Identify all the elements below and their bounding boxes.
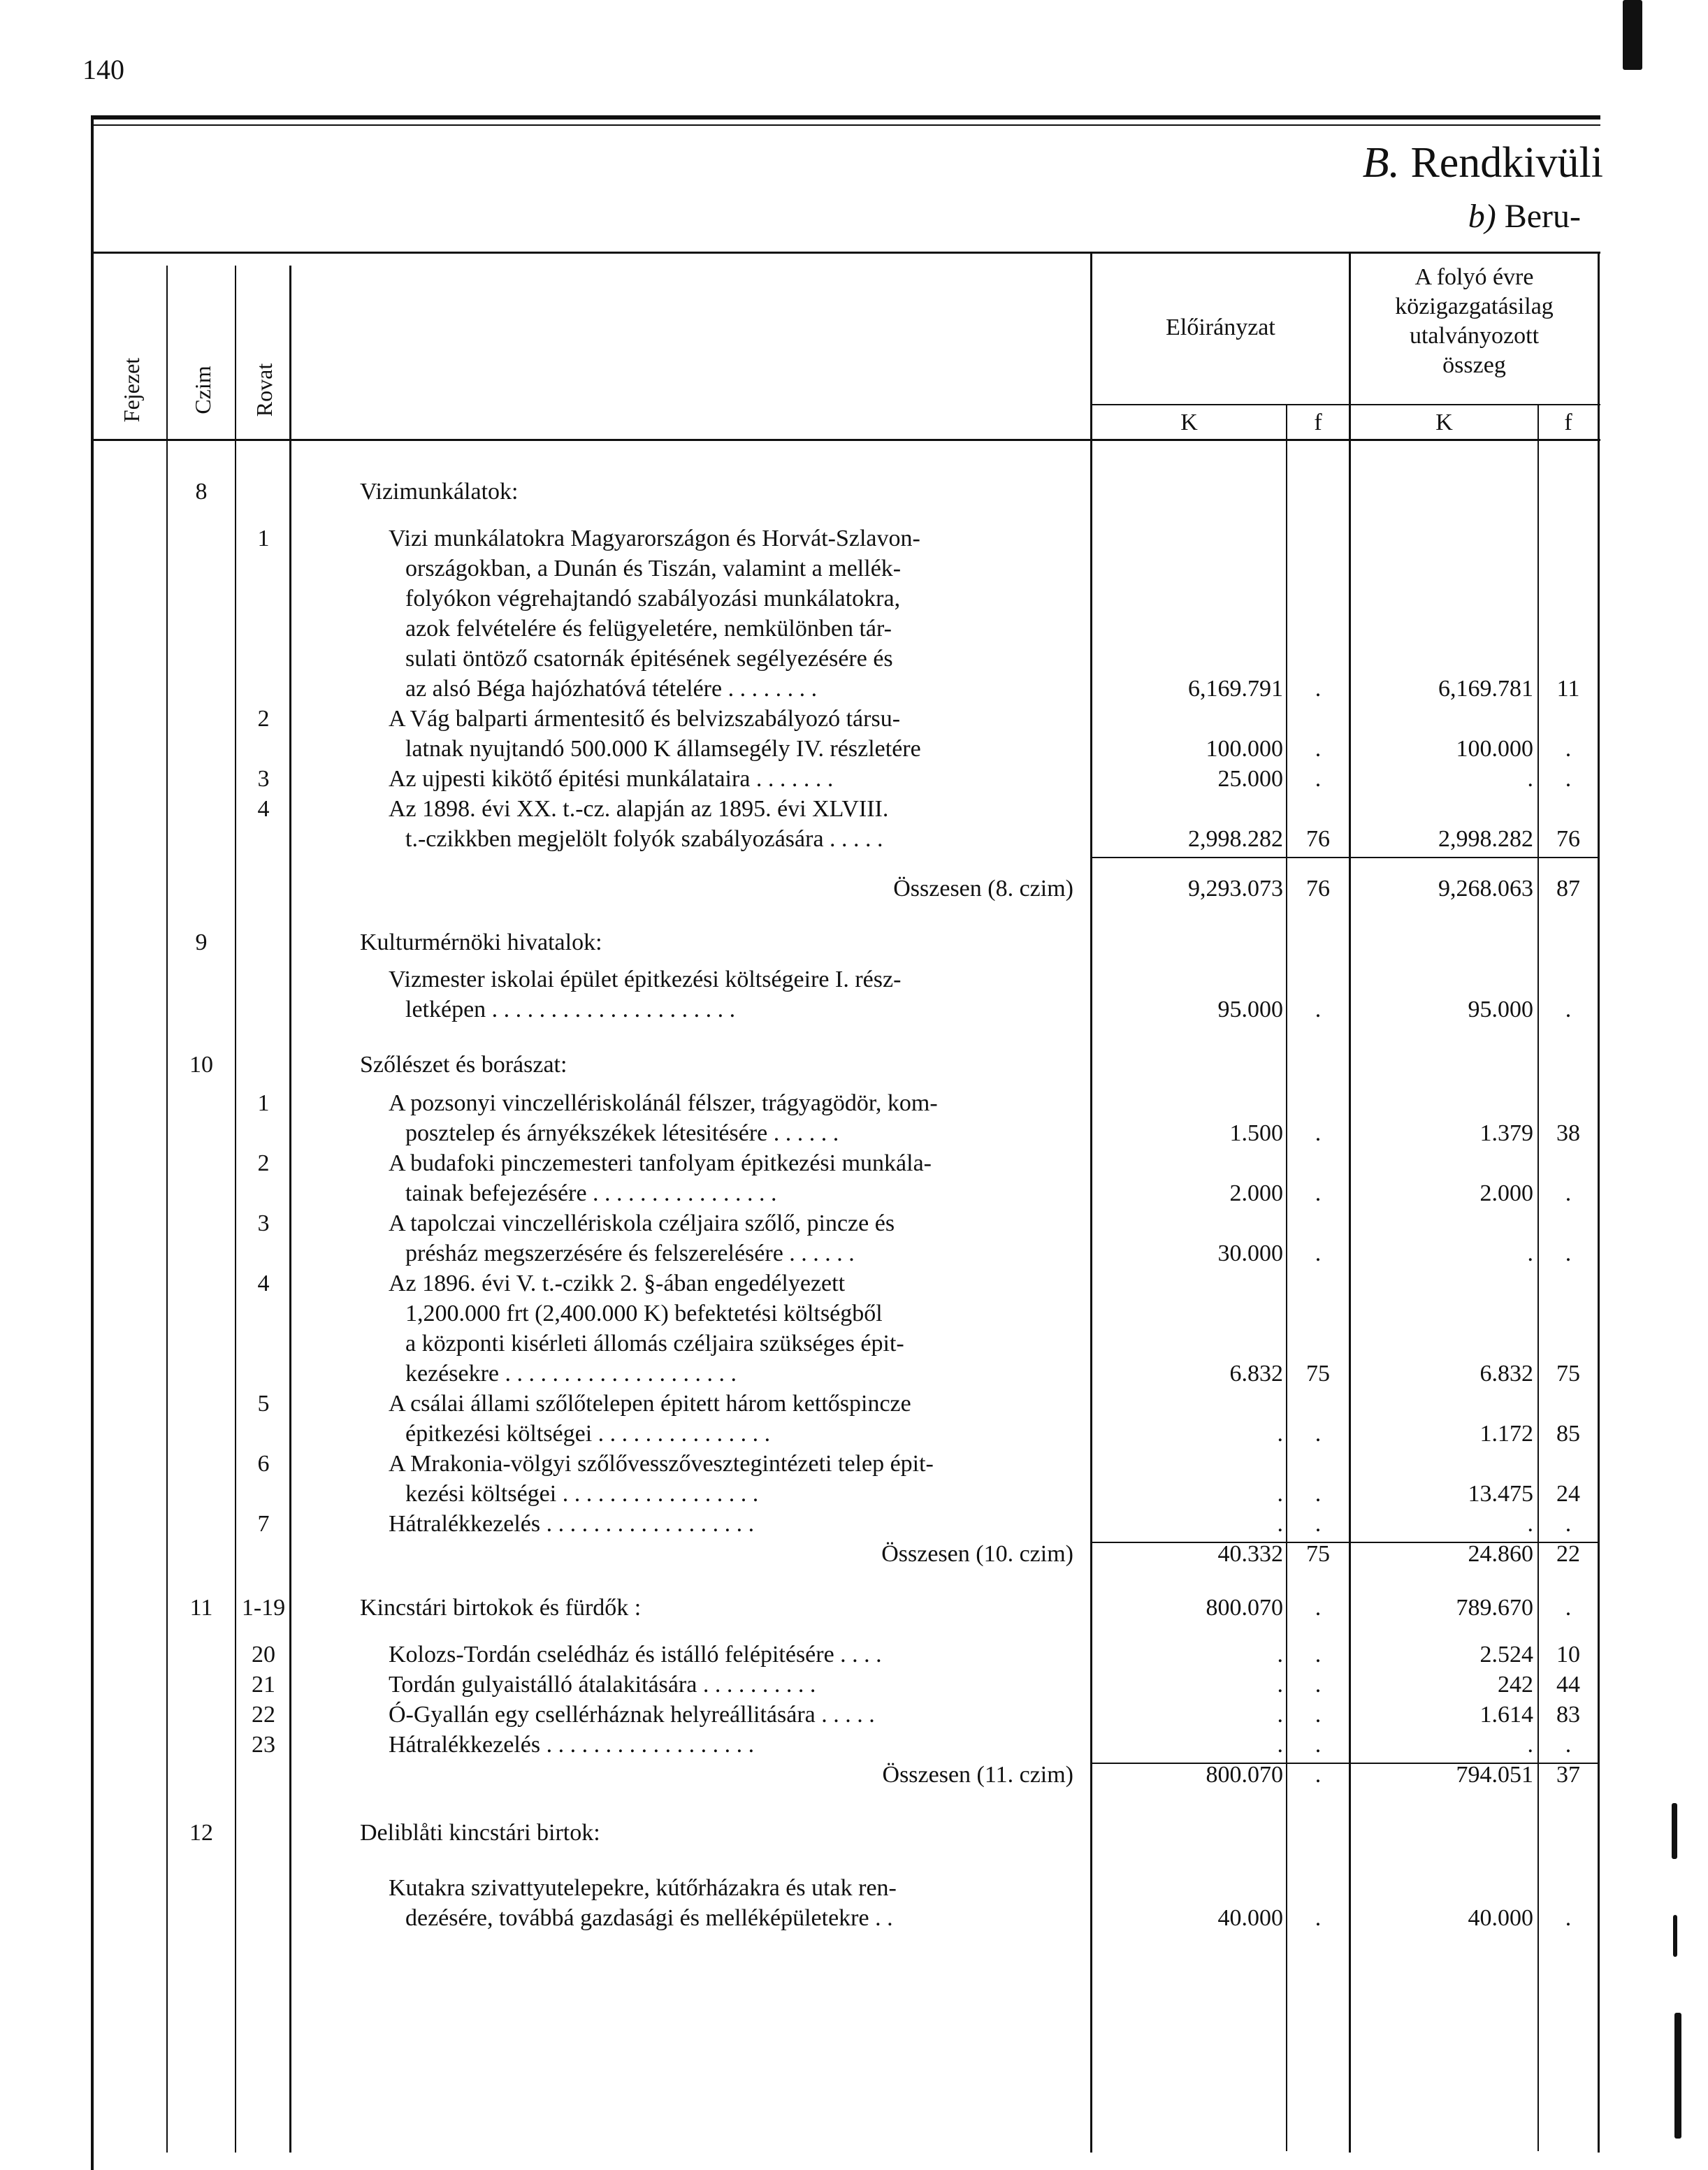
row-eloiranyzat-f: . [1315, 1595, 1322, 1621]
row-folyo-f: . [1565, 1511, 1572, 1537]
row-text-line: kezési költségei . . . . . . . . . . . . . . . . . [405, 1481, 759, 1507]
row-folyo-f: 76 [1556, 826, 1580, 852]
row-rovat: 6 [257, 1451, 270, 1477]
row-text-line: Ó-Gyallán egy csellérháznak helyreállitására . . . . . [389, 1702, 875, 1728]
row-text-line: A tapolczai vinczellériskola czéljaira szőlő, pincze és [389, 1210, 895, 1236]
row-rovat: 3 [257, 1210, 270, 1236]
row-eloiranyzat-f: . [1315, 1240, 1322, 1266]
row-folyo-k: 6.832 [1479, 1361, 1533, 1387]
header-f1: f [1314, 410, 1322, 435]
row-eloiranyzat-f: . [1315, 1672, 1322, 1698]
row-folyo-f: . [1565, 1732, 1572, 1758]
row-text-line: azok felvételére és felügyeletére, nemkülönben tár- [405, 616, 892, 642]
row-text-line: Kolozs-Tordán cselédház és istálló felépitésére . . . . [389, 1642, 882, 1668]
ink-mark-side-3 [1674, 2013, 1681, 2139]
row-eloiranyzat-k: . [1277, 1481, 1283, 1507]
row-text-line: Az 1896. évi V. t.-czikk 2. §-ában engedélyezett [389, 1271, 846, 1296]
row-folyo-f: 10 [1556, 1642, 1580, 1668]
row-czim: 8 [195, 479, 208, 505]
subsection-letter: b) [1468, 198, 1496, 235]
row-eloiranyzat-k: 40.332 [1217, 1541, 1283, 1567]
row-eloiranyzat-f: . [1315, 1511, 1322, 1537]
row-rovat: 7 [257, 1511, 270, 1537]
header-folyo [1351, 263, 1598, 380]
row-eloiranyzat-f: . [1315, 1120, 1322, 1146]
row-folyo-f: 83 [1556, 1702, 1580, 1728]
row-folyo-f: 85 [1556, 1421, 1580, 1447]
row-eloiranyzat-k: 2.000 [1229, 1180, 1283, 1206]
eloiranyzat-folyo-divider [1349, 252, 1351, 2153]
row-eloiranyzat-k: . [1277, 1702, 1283, 1728]
row-folyo-f: . [1565, 1905, 1572, 1931]
row-folyo-f: 11 [1556, 676, 1580, 702]
row-folyo-k: 1.172 [1479, 1421, 1533, 1447]
header-folyo-line4: összeg [1442, 352, 1506, 378]
row-folyo-k: 2,998.282 [1438, 826, 1533, 852]
header-folyo-line1: A folyó évre [1414, 264, 1534, 290]
header-top-rule [91, 252, 1600, 254]
row-folyo-k: 24.860 [1468, 1541, 1533, 1567]
fejezet-czim-divider [166, 266, 168, 2153]
row-text-line: tainak befejezésére . . . . . . . . . . . . . . . . [405, 1180, 777, 1206]
header-folyo-line2: közigazgatásilag [1395, 294, 1554, 319]
row-text-line: letképen . . . . . . . . . . . . . . . . . . . . . [405, 997, 736, 1022]
row-folyo-f: . [1565, 1180, 1572, 1206]
row-heading: Kincstári birtokok és fürdők : [360, 1595, 642, 1621]
header-czim: Czim [190, 366, 215, 414]
row-text-line: 1,200.000 frt (2,400.000 K) befektetési költségből [405, 1301, 883, 1326]
row-eloiranyzat-f: . [1315, 676, 1322, 702]
row-text-line: sulati öntöző csatornák épitésének segélyezésére és [405, 646, 893, 672]
row-rovat: 22 [252, 1702, 275, 1728]
left-border [91, 115, 94, 2170]
row-folyo-k: 789.670 [1456, 1595, 1533, 1621]
row-folyo-k: 9,268.063 [1438, 876, 1533, 902]
row-rovat: 1 [257, 1090, 270, 1116]
row-eloiranyzat-f: . [1315, 1421, 1322, 1447]
row-eloiranyzat-f: . [1315, 1642, 1322, 1668]
right-border [1598, 252, 1600, 2153]
row-czim: 10 [189, 1052, 213, 1078]
row-eloiranyzat-f: . [1315, 1905, 1322, 1931]
header-k1: K [1180, 410, 1198, 435]
row-folyo-k: 40.000 [1468, 1905, 1533, 1931]
header-fejezet: Fejezet [119, 357, 144, 423]
row-eloiranyzat-f: . [1315, 1481, 1322, 1507]
row-folyo-k: . [1527, 1511, 1533, 1537]
row-eloiranyzat-f: . [1315, 766, 1322, 792]
top-rule-thin [91, 124, 1600, 126]
row-folyo-f: . [1565, 1595, 1572, 1621]
row-text-line: posztelep és árnyékszékek létesitésére . . . . . . [405, 1120, 839, 1146]
row-eloiranyzat-k: 6.832 [1229, 1361, 1283, 1387]
row-folyo-f: 75 [1556, 1361, 1580, 1387]
row-text-line: latnak nyujtandó 500.000 K államsegély IV. részletére [405, 736, 921, 762]
row-folyo-f: . [1565, 1240, 1572, 1266]
row-folyo-f: 44 [1556, 1672, 1580, 1698]
row-eloiranyzat-f: . [1315, 1180, 1322, 1206]
folyo-k-f-divider [1537, 404, 1539, 2151]
row-folyo-k: 13.475 [1468, 1481, 1533, 1507]
row-rovat: 4 [257, 796, 270, 822]
header-eloiranyzat: Előirányzat [1166, 314, 1275, 340]
row-rovat: 3 [257, 766, 270, 792]
row-folyo-k: 242 [1498, 1672, 1533, 1698]
row-text-line: kezésekre . . . . . . . . . . . . . . . . . . . . [405, 1361, 737, 1387]
row-text-line: A csálai állami szőlőtelepen épitett három kettőspincze [389, 1391, 911, 1417]
row-eloiranyzat-f: . [1315, 736, 1322, 762]
row-folyo-k: 95.000 [1468, 997, 1533, 1022]
row-eloiranyzat-k: . [1277, 1642, 1283, 1668]
row-folyo-k: 6,169.781 [1438, 676, 1533, 702]
header-folyo-line3: utalványozott [1409, 323, 1540, 349]
row-eloiranyzat-k: 9,293.073 [1188, 876, 1283, 902]
row-folyo-f: 24 [1556, 1481, 1580, 1507]
row-eloiranyzat-f: 76 [1306, 826, 1330, 852]
row-text-line: A Vág balparti ármentesitő és belvizszabályozó társu- [389, 706, 901, 732]
row-text-line: A Mrakonia-völgyi szőlővesszővesztegintézeti telep épit- [389, 1451, 934, 1477]
row-rovat: 1-19 [241, 1595, 286, 1621]
row-text-line: az alsó Béga hajózhatóvá tételére . . . . . . . . [405, 676, 818, 702]
row-folyo-k: 2.524 [1479, 1642, 1533, 1668]
row-text-line: A budafoki pinczemesteri tanfolyam épitkezési munkála- [389, 1150, 932, 1176]
row-eloiranyzat-k: 1.500 [1229, 1120, 1283, 1146]
row-rovat: 5 [257, 1391, 270, 1417]
row-eloiranyzat-k: 800.070 [1206, 1762, 1283, 1788]
row-eloiranyzat-k: 40.000 [1217, 1905, 1283, 1931]
row-czim: 9 [195, 930, 208, 955]
row-text-line: országokban, a Dunán és Tiszán, valamint a mellék- [405, 556, 902, 581]
row-eloiranyzat-k: 6,169.791 [1188, 676, 1283, 702]
row-eloiranyzat-f: . [1315, 1702, 1322, 1728]
section-title-letter: B. [1362, 139, 1400, 187]
row-folyo-f: 22 [1556, 1541, 1580, 1567]
row-total-label: Összesen (8. czim) [893, 876, 1073, 902]
row-folyo-f: 38 [1556, 1120, 1580, 1146]
row-heading: Szőlészet és borászat: [360, 1052, 567, 1078]
row-eloiranyzat-k: . [1277, 1511, 1283, 1537]
row-text-line: Hátralékkezelés . . . . . . . . . . . . . . . . . . [389, 1732, 755, 1758]
row-eloiranyzat-f: . [1315, 997, 1322, 1022]
row-folyo-k: 1.614 [1479, 1702, 1533, 1728]
row-folyo-f: . [1565, 766, 1572, 792]
row-text-line: Az ujpesti kikötő épitési munkálataira . . . . . . . [389, 766, 834, 792]
row-text-line: Vizi munkálatokra Magyarországon és Horvát-Szlavon- [389, 526, 920, 551]
row-rovat: 1 [257, 526, 270, 551]
row-eloiranyzat-k: 2,998.282 [1188, 826, 1283, 852]
row-rovat: 20 [252, 1642, 275, 1668]
header-k2: K [1435, 410, 1453, 435]
row-text-line: a központi kisérleti állomás czéljaira szükséges épit- [405, 1331, 904, 1357]
row-folyo-f: 37 [1556, 1762, 1580, 1788]
row-folyo-k: 100.000 [1456, 736, 1533, 762]
ink-mark-side-2 [1673, 1915, 1677, 1957]
header-f2: f [1564, 410, 1572, 435]
row-text-line: épitkezési költségei . . . . . . . . . . . . . . . [405, 1421, 771, 1447]
header-bottom-rule [91, 439, 1600, 441]
subsection-title [1468, 197, 1581, 236]
page-number: 140 [82, 54, 124, 85]
row-text-line: Kutakra szivattyutelepekre, kútőrházakra és utak ren- [389, 1875, 897, 1901]
row-folyo-k: 1.379 [1479, 1120, 1533, 1146]
row-rovat: 21 [252, 1672, 275, 1698]
subsection-word: Beru- [1504, 198, 1581, 235]
row-heading: Deliblåti kincstári birtok: [360, 1820, 600, 1846]
row-heading: Kulturmérnöki hivatalok: [360, 930, 602, 955]
row-czim: 11 [189, 1595, 213, 1621]
row-text-line: présház megszerzésére és felszerelésére . . . . . . [405, 1240, 855, 1266]
row-text-line: folyókon végrehajtandó szabályozási munkálatokra, [405, 586, 901, 612]
row-rovat: 23 [252, 1732, 275, 1758]
row-folyo-k: 794.051 [1456, 1762, 1533, 1788]
row-folyo-k: . [1527, 1732, 1533, 1758]
row-eloiranyzat-f: 76 [1306, 876, 1330, 902]
row-eloiranyzat-k: . [1277, 1421, 1283, 1447]
row-czim: 12 [189, 1820, 213, 1846]
subheader-rule [1090, 404, 1600, 405]
row-eloiranyzat-f: . [1315, 1762, 1322, 1788]
row-rovat: 4 [257, 1271, 270, 1296]
row-text-line: Hátralékkezelés . . . . . . . . . . . . . . . . . . [389, 1511, 755, 1537]
row-folyo-k: . [1527, 766, 1533, 792]
row-text-line: t.-czikkben megjelölt folyók szabályozására . . . . . [405, 826, 883, 852]
row-folyo-f: . [1565, 736, 1572, 762]
row-text-line: Tordán gulyaistálló átalakitására . . . . . . . . . . [389, 1672, 816, 1698]
row-eloiranyzat-f: . [1315, 1732, 1322, 1758]
header-rovat: Rovat [252, 363, 277, 417]
row-total-label: Összesen (11. czim) [882, 1762, 1073, 1788]
row-text-line: dezésére, továbbá gazdasági és melléképületekre . . [405, 1905, 893, 1931]
row-heading: Vizimunkálatok: [360, 479, 519, 505]
row-eloiranyzat-k: 95.000 [1217, 997, 1283, 1022]
row-eloiranyzat-f: 75 [1306, 1541, 1330, 1567]
row-rovat: 2 [257, 706, 270, 732]
top-rule-thick [91, 115, 1600, 120]
row-eloiranyzat-k: 30.000 [1217, 1240, 1283, 1266]
row-folyo-k: . [1527, 1240, 1533, 1266]
ink-mark-top [1623, 0, 1642, 70]
section-title [1363, 138, 1603, 188]
row-eloiranyzat-k: 800.070 [1206, 1595, 1283, 1621]
row-text-line: A pozsonyi vinczellériskolánál félszer, trágyagödör, kom- [389, 1090, 938, 1116]
row-text-line: Vizmester iskolai épület épitkezési költségeire I. rész- [389, 967, 902, 992]
eloiranyzat-k-f-divider [1286, 404, 1287, 2151]
row-eloiranyzat-k: 100.000 [1206, 736, 1283, 762]
row-eloiranyzat-k: . [1277, 1732, 1283, 1758]
row-rovat: 2 [257, 1150, 270, 1176]
row-eloiranyzat-k: . [1277, 1672, 1283, 1698]
row-eloiranyzat-k: 25.000 [1217, 766, 1283, 792]
ink-mark-side-1 [1672, 1803, 1677, 1859]
row-folyo-k: 2.000 [1479, 1180, 1533, 1206]
subtotal-rule [1092, 857, 1598, 858]
row-total-label: Összesen (10. czim) [881, 1541, 1073, 1567]
row-folyo-f: 87 [1556, 876, 1580, 902]
row-eloiranyzat-f: 75 [1306, 1361, 1330, 1387]
row-folyo-f: . [1565, 997, 1572, 1022]
row-text-line: Az 1898. évi XX. t.-cz. alapján az 1895. évi XLVIII. [389, 796, 889, 822]
section-title-word: Rendkivüli [1410, 139, 1603, 187]
